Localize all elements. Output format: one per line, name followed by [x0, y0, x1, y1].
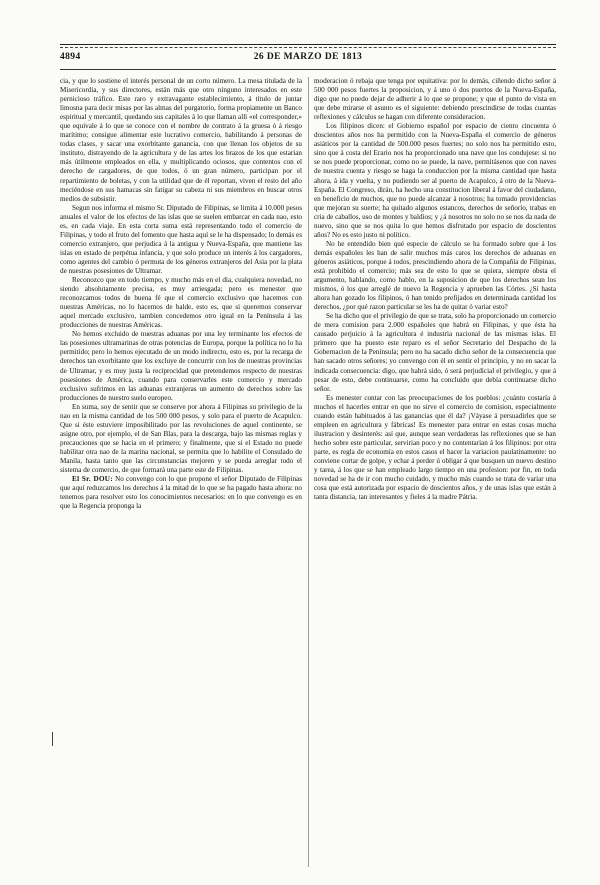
- left-column: [60, 77, 302, 867]
- paragraph-text: moderacion ó rebaja que tenga por equitativa: por lo demás, ciñendo dicho señor á 500 000 pesos fuertes la proposicion, y á uno ó dos puertos de la Nueva-España, digo que no puedo dejar de adherir á lo que se propone; y que el punto de vista en que debe mirarse el asunto es el siguiente: debiendo prescindirse de todas cuantas reflexiones y cálculos se hagan con diferente consideracion.: [314, 77, 556, 122]
- top-dotted-rule: [60, 47, 556, 48]
- header-date: 26 DE MARZO DE 1813: [253, 52, 363, 62]
- paragraph-text: No he entendido bien qué especie de cálculo se ha formado sobre que á los demás españoles les han de salir muchos más caros los derechos de aduanas en géneros asiáticos, porque á todos, prescindiendo ahora de la Compañía de Filipinas, está prohibido el comercio; más sea de esto lo que se quiera, siempre obsta el argumento, hablando, como hablo, en la suposicion de que los derechos sean los mismos, ó los que arreglé de nuevo la Regencia y aprueben las Córtes. ¿Si hasta ahora han gozado los filipinos, ó han tenido prefijados en determinada cantidad los derechos, ¿por qué razon particular se les ha de quitar ó variar esto?: [314, 239, 556, 312]
- paragraph: [60, 204, 302, 276]
- paragraph-text: Los filipinos dicen: el Gobierno español por espacio de ciento cincuenta ó doscientos años nos ha permitido con la Nueva-España el comercio de géneros asiáticos por la cantidad de 500.000 pesos fuertes; no solo nos ha permitido esto, sino que á costa del Erario nos ha proporcionado una nave que los condujese: si no se nos puede proporcionar, como no se puede, la nave, permitásenos que con naves de nuestra cuenta y riesgo se haga la conduccion por la misma cantidad que hasta ahora, á ida y vuelta, y no pudiendo ser al puerto de Acapulco, á otro de la Nueva-España. El Congreso, dirán, ha hecho una constitucion liberal á favor del ciudadano, en beneficio de muchos, que no puede alcanzar á nosotros; ha tomado providencias que mejoran su suerte; ha quitado algunos estancos, derechos de señorío, trabas en cria de caballos, uso de montes y baldíos; y ¿á nosotros no solo no se nos da nada de nuevo, sino que se nos quita lo que hemos disfrutado por espacio de doscientos años? No es esto justo ni político.: [314, 122, 556, 239]
- paragraph: [60, 330, 302, 402]
- paragraph-text: En suma, soy de sentir que se conserve por ahora á Filipinas su privilegio de la nao en la misma cantidad de los 500 000 pesos, y solo para el puerto de Acapulco. Que si éste estuviere imposibilitado por las revoluciones de aquel continente, se asigne otro, por ejemplo, el de San Blas, para la descarga, bajo las mismas reglas y precauciones que se hacia en el primero; y finalmente, que si el Estado no puede habilitar otra nao de la marina nacional, se permita que lo habilite el Consulado de Manila, hasta tanto que las circunstancias mejoren y se pueda arreglar todo el sistema de comercio, de que formará una parte este de Filipinas.: [60, 402, 302, 475]
- page-header: [60, 52, 556, 66]
- paragraph: [314, 240, 556, 312]
- paragraph: [60, 475, 302, 511]
- paragraph-text: Es menester contar con las preocupaciones de los pueblos: ¿cuánto costaría á muchos el hacerles entrar en que no sirve el comercio de comision, especialmente cuando están habituados á las ganancias que él da? ¡Váyase á persuadirles que se empleen en agricultura y fábricas! Es menester para entrar en estas cosas mucha ilustracion y desinterés: así que, aunque sean verdaderas las reflexiones que se han hecho sobre este particular, servirian poco y no contentarian á los filipinos: por otra parte, es regla de economía en estos casos el hacer la variacion paulatinamente: no conviene cortar de golpe, y echar á perder ú obligar á que busquen un nuevo destino y tarea, á los que se han empleado largo tiempo en una profesion: por fin, en toda novedad se ha de ir con mucho cuidado, y mucho más cuando se trata de variar una cosa que está autorizada por espacio de doscientos años, y de unas islas que están á tanta distancia, tan interesantes y fieles á la madre Pátria.: [314, 393, 556, 502]
- paragraph-text: Reconozco que en todo tiempo, y mucho más en el dia, cualquiera novedad, no siendo absolutamente precisa, es muy arriesgada; pero es menester que reconozcamos todos de buena fé que el comercio exclusivo que hacemos con nuestras Américas, no lo hacemos de balde, esto es, que si queremos conservar aquel mercado exclusivo, tambien concedemos otro igual en la Península á las producciones de nuestras Américas.: [60, 276, 302, 330]
- paragraph: [314, 312, 556, 393]
- paragraph: [60, 276, 302, 330]
- paragraph-text: No hemos excluido de nuestras aduanas por una ley terminante los efectos de las posesiones ultramarinas de otras potencias de Europa, porque la política no lo ha permitido; pero lo hemos ejecutado de un modo indirecto, esto es, por la recarga de derechos tan exorbitante que los excluye de concurrir con los de nuestras provincias de Ultramar, y es muy justa la reciprocidad que pretendemos respecto de nuestras posesiones de América, cuando para conservarles este comercio y mercado exclusivo sufrimos en las aduanas extranjeras un aumento de derechos sobre las producciones de nuestro suelo europeo.: [60, 330, 302, 402]
- page-number: 4894: [60, 52, 81, 62]
- top-rule: [60, 44, 556, 45]
- paragraph: [314, 394, 556, 503]
- paragraph: [314, 122, 556, 240]
- right-column: [314, 77, 556, 867]
- column-divider: [308, 77, 309, 867]
- margin-mark: [52, 732, 57, 746]
- paragraph-text: Se ha dicho que el privilegio de que se trata, solo ha proporcionado un comercio de mera comision para 2.000 españoles que habrá en Filipinas, y que ésta ha causado perjuicio á la agricultura é industria nacional de las mismas islas. El primero que ha puesto este reparo es el señor Secretario del Despacho de la Gobernacion de la Península; pero no ha sacado dicho señor de la consecuencia que han sacado otros señores; yo convengo con él en sentir el principio, y no en sacar la indicada consecuencia: digo, que habrá sido, ó será perjudicial el privilegio, y que á pesar de esto, debe continuarse, como ha concluido que debía continuarse dicho señor.: [314, 312, 556, 393]
- header-rule: [60, 69, 556, 70]
- speaker-name: El Sr. DOU:: [72, 475, 113, 484]
- paragraph-text: cia, y que lo sostiene el interés personal de un corto número. La mesa titulada de la Misericordia, y sus directores, están más que otro ninguno interesados en este pernicioso tráfico. Este raro y extravagante establecimiento, á título de juntar limosna para decir misas por las almas del purgatorio, forma propiamente un Banco espiritual y mercantil, quedando sus capitales á lo que llaman allí «el corresponder,» que equivale á lo que se conoce con el nombre de contrato á la gruesa ó á riesgo marítimo; consigue alimentar este lucrativo comercio, habilitando á personas de todas clases, y sacar una exorbitante ganancia, con que llenan los objetos de su instituto, distrayendo de la agricultura y de las artes los brazos de los que estarian más útilmente empleados en ella, y multiplicando ociosos, que contentos con el derecho de cargadores, de que todos, ó un gran número, participan por el repartimiento de boletas, y con la utilidad que de él reportan, viven el resto del año meciéndose en sus hamacas sin fatigar su cabeza ni sus miembros en buscar otros medios de subsistir.: [60, 77, 302, 203]
- paragraph-text: No convengo con lo que propone el señor Diputado de Filipinas que aquí reduzcamos los derechos á la mitad de lo que se ha pagado hasta ahora: no tenemos para resolver esto los conocimientos necesarios: en lo que convengo es en que la Regencia proponga la: [60, 475, 302, 511]
- continued-paragraph: [60, 77, 302, 204]
- continued-paragraph: [314, 77, 556, 122]
- paragraph: [60, 403, 302, 475]
- paragraph-text: Segun nos informa el mismo Sr. Diputado de Filipinas, se limita á 10.000 pesos anuales el valor de los efectos de las islas que se suelen embarcar en cada nao, esto es, en cada viaje. En esta corta suma está representando todo el comercio de Filipinas, y todo el fruto del fomento que hasta aquí se le ha dispensado; lo demás es comercio extranjero, que perjudica á la antigua y Nueva-España, que mantiene las islas en estado de perpétua infancia, y que solo produce un interés á los cargadores, como agentes del cambio ó permuta de los géneros extranjeros del Asia por la plata de nuestras posesiones de Ultramar.: [60, 203, 302, 275]
